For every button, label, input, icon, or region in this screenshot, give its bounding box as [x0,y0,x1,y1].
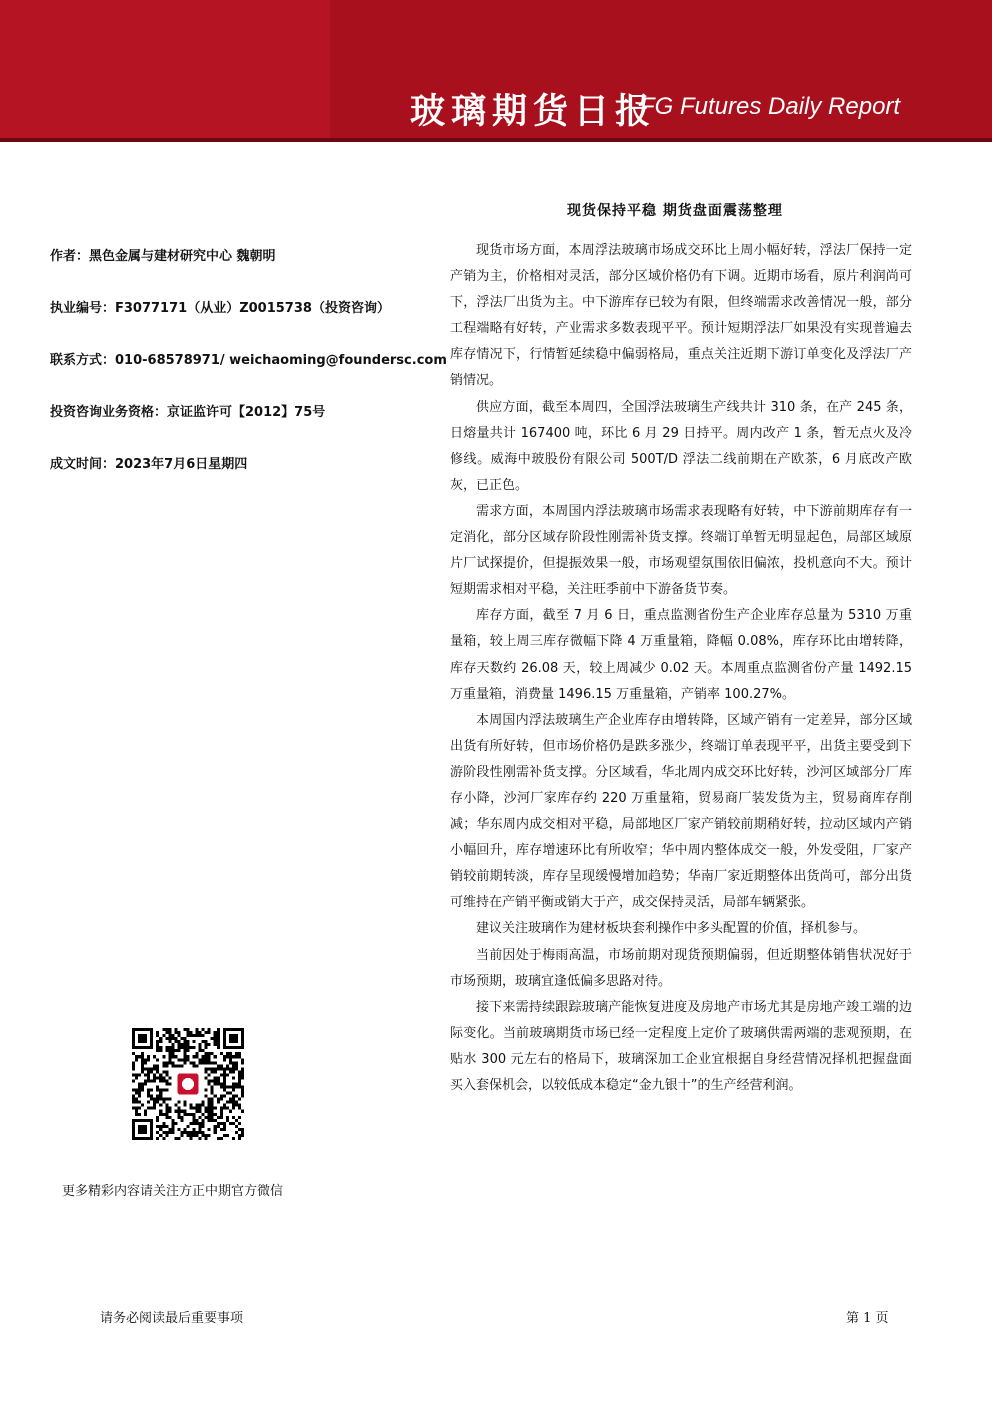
paragraph-regional: 本周国内浮法玻璃生产企业库存由增转降，区域产销有一定差异，部分区域出货有所好转，但市场价格仍是跌多涨少，终端订单表现平平，出货主要受到下游阶段性刚需补货支撑。分区域看，华北周内成交环比好转，沙河区域部分厂库存小降，沙河厂家库存约 220 万重量箱，贸易商厂装发货为主，贸易商库存削减；华东周内成交相对平稳，局部地区厂家产销较前期稍好转，拉动区域内产销小幅回升，库存增速环比有所收窄；华中周内整体成交一般，外发受阻，厂家产销较前期转淡，库存呈现缓慢增加趋势；华南厂家近期整体出货尚可，部分出货可维持在产销平衡或销大于产，成交保持灵活，局部车辆紧张。 [450,712,912,911]
author-line: 作者：黑色金属与建材研究中心 魏朝明 [50,249,276,264]
article-title: 现货保持平稳 期货盘面震荡整理 [567,203,783,219]
report-title-en: FG Futures Daily Report [640,93,901,120]
qualification-line: 投资咨询业务资格：京证监许可【2012】75号 [50,405,326,420]
paragraph-inventory: 库存方面，截至 7 月 6 日，重点监测省份生产企业库存总量为 5310 万重量箱，较上周三库存微幅下降 4 万重量箱，降幅 0.08%，库存环比由增转降，库存天数约 26.08 天，较上周减少 0.02 天。本周重点监测省份产量 1492.15 万重量箱，消费量 1496.15 万重量箱，产销率 100.27%。 [450,608,912,702]
paragraph-spot-market: 现货市场方面，本周浮法玻璃市场成交环比上周小幅好转，浮法厂保持一定产销为主，价格相对灵活，部分区域价格仍有下调。近期市场看，原片利润尚可下，浮法厂出货为主。中下游库存已较为有限，但终端需求改善情况一般，部分工程端略有好转，产业需求多数表现平平。预计短期浮法厂如果没有实现普遍去库存情况下，行情暂延续稳中偏弱格局，重点关注近期下游订单变化及浮法厂产销情况。 [450,243,912,389]
paragraph-supply: 供应方面，截至本周四，全国浮法玻璃生产线共计 310 条，在产 245 条，日熔量共计 167400 吨，环比 6 月 29 日持平。周内改产 1 条，暂无点火及冷修线。威海中玻股份有限公司 500T/D 浮法二线前期在产欧茶，6 月底改产欧灰，已正色。 [450,399,912,493]
header-banner [0,0,992,142]
date-line: 成文时间：2023年7月6日星期四 [50,457,248,472]
page-number: 第 1 页 [846,1311,889,1326]
paragraph-suggestion: 建议关注玻璃作为建材板块套利操作中多头配置的价值，择机参与。 [476,921,867,937]
paragraph-outlook: 当前因处于梅雨高温，市场前期对现货预期偏弱，但近期整体销售状况好于市场预期，玻璃宜逢低偏多思路对待。 [450,947,912,989]
banner-left-block [0,0,330,142]
founder-logo-icon [174,1070,201,1097]
footer-notice: 请务必阅读最后重要事项 [100,1311,244,1326]
banner-bottom-line [0,138,992,142]
contact-line: 联系方式：010-68578971/ weichaoming@foundersc.com [50,353,447,368]
license-line: 执业编号：F3077171（从业）Z0015738（投资咨询） [50,301,390,316]
qr-caption: 更多精彩内容请关注方正中期官方微信 [62,1184,284,1199]
article-body [450,238,912,1099]
paragraph-demand: 需求方面，本周国内浮法玻璃市场需求表现略有好转，中下游前期库存有一定消化，部分区域存阶段性刚需补货支撑。终端订单暂无明显起色，局部区域原片厂试探提价，但提振效果一般，市场观望氛围依旧偏浓，投机意向不大。预计短期需求相对平稳，关注旺季前中下游备货节奏。 [450,503,912,598]
paragraph-tracking: 接下来需持续跟踪玻璃产能恢复进度及房地产市场尤其是房地产竣工端的边际变化。当前玻璃期货市场已经一定程度上定价了玻璃供需两端的悲观预期，在贴水 300 元左右的格局下，玻璃深加工企业宜根据自身经营情况择机把握盘面买入套保机会，以较低成本稳定“金九银十”的生产经营利润。 [450,999,912,1093]
wechat-qr-code[interactable] [132,1028,244,1140]
report-title-cn: 玻璃期货日报 [410,92,657,132]
